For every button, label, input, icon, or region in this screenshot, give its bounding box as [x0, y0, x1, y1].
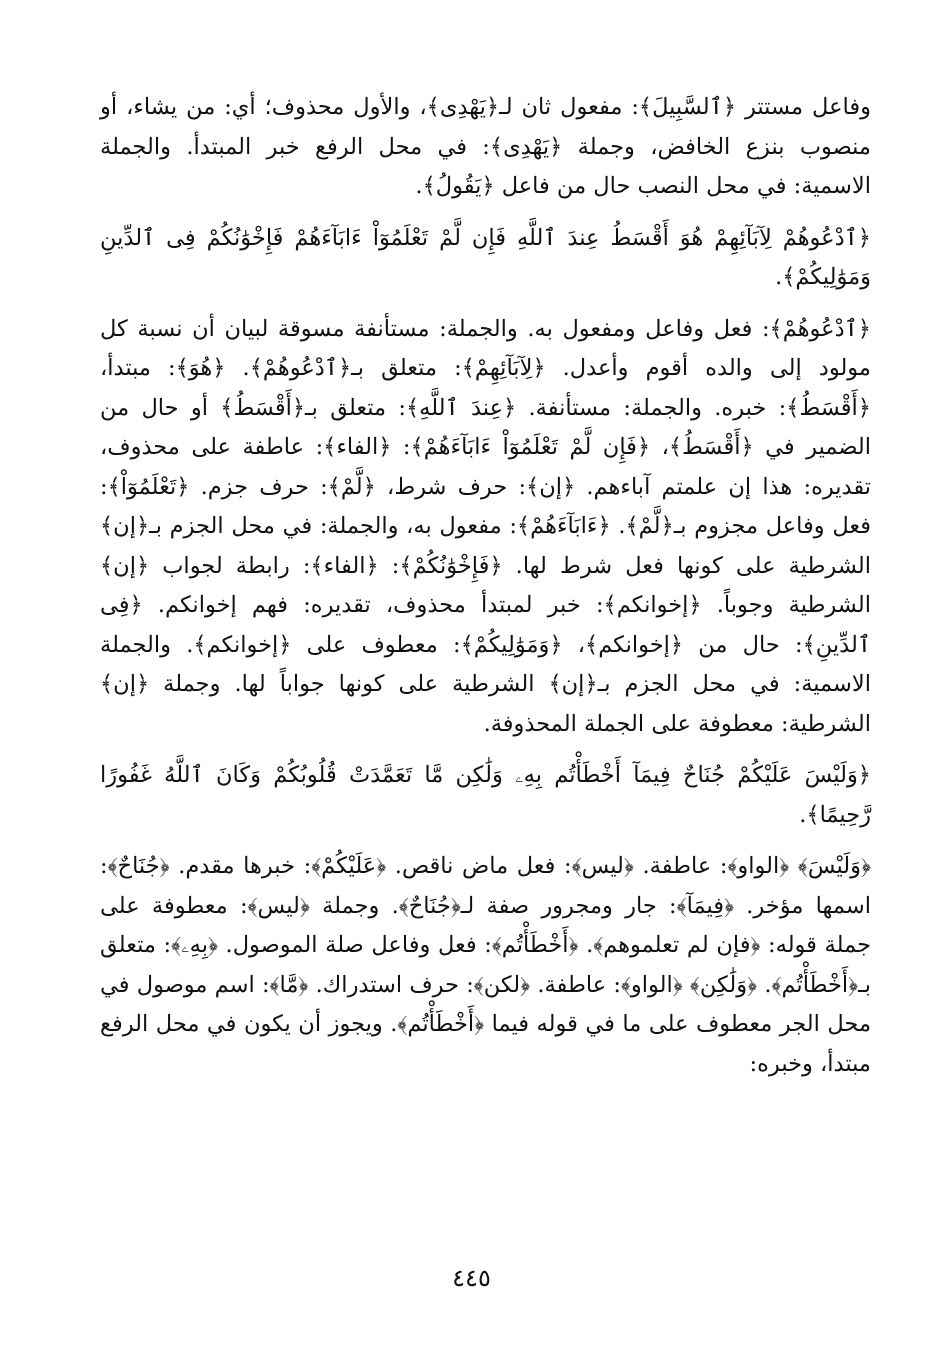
paragraph-2: ﴿ٱدْعُوهُمْ﴾: فعل وفاعل ومفعول به. والجملة: مستأنفة مسوقة لبيان أن نسبة كل مولود إلى والده أقوم وأعدل. ﴿لِآبَآئِهِمْ﴾: متعلق بـ﴿ٱدْعُوهُمْ﴾. ﴿هُوَ﴾: مبتدأ، ﴿أَقْسَطُ﴾: خبره. والجملة: مستأنفة. ﴿عِندَ ٱللَّهِ﴾: متعلق بـ﴿أَقْسَطُ﴾ أو حال من الضمير في ﴿أَقْسَطُ﴾، ﴿فَإِن لَّمْ تَعْلَمُوٓاْ ءَابَآءَهُمْ﴾: ﴿الفاء﴾: عاطفة على محذوف، تقديره: هذا إن علمتم آباءهم. ﴿إن﴾: حرف شرط، ﴿لَّمْ﴾: حرف جزم. ﴿تَعْلَمُوٓاْ﴾: فعل وفاعل مجزوم بـ﴿لَّمْ﴾. ﴿ءَابَآءَهُمْ﴾: مفعول به، والجملة: في محل الجزم بـ﴿إن﴾ الشرطية على كونها فعل شرط لها. ﴿فَإِخْوَٰنُكُمْ﴾: ﴿الفاء﴾: رابطة لجواب ﴿إن﴾ الشرطية وجوباً. ﴿إخوانكم﴾: خبر لمبتدأ محذوف، تقديره: فهم إخوانكم. ﴿فِى ٱلدِّينِ﴾: حال من ﴿إخوانكم﴾، ﴿وَمَوَٰلِيكُمْ﴾: معطوف على ﴿إخوانكم﴾. والجملة الاسمية: في محل الجزم بـ﴿إن﴾ الشرطية على كونها جواباً لها. وجملة ﴿إن﴾ الشرطية: معطوفة على الجملة المحذوفة. — [100, 315, 871, 737]
quran-verse-1: ﴿ٱدْعُوهُمْ لِآبَآئِهِمْ هُوَ أَقْسَطُ عِندَ ٱللَّهِ فَإِن لَّمْ تَعْلَمُوٓاْ ءَابَآءَهُمْ فَإِخْوَٰنُكُمْ فِى ٱلدِّينِ وَمَوَٰلِيكُمْ﴾. — [100, 224, 871, 290]
page-number: ٤٤٥ — [452, 1264, 491, 1292]
quran-verse-2: ﴿وَلَيْسَ عَلَيْكُمْ جُنَاحٌ فِيمَآ أَخْطَأْتُم بِهِۦ وَلَٰكِن مَّا تَعَمَّدَتْ قُلُوبُكُمْ وَكَانَ ٱللَّهُ غَفُورًا رَّحِيمًا﴾. — [100, 762, 871, 828]
page-text — [100, 88, 871, 1096]
paragraph-1: وفاعل مستتر ﴿ٱلسَّبِيلَ﴾: مفعول ثان لـ﴿يَهْدِى﴾، والأول محذوف؛ أي: من يشاء، أو منصوب بنزع الخافض، وجملة ﴿يَهْدِى﴾: في محل الرفع خبر المبتدأ. والجملة الاسمية: في محل النصب حال من فاعل ﴿يَقُولُ﴾. — [100, 94, 871, 199]
paragraph-3: ﴿وَلَيْسَ﴾ ﴿الواو﴾: عاطفة. ﴿ليس﴾: فعل ماض ناقص. ﴿عَلَيْكُمْ﴾: خبرها مقدم. ﴿جُنَاحٌ﴾: اسمها مؤخر. ﴿فِيمَآ﴾: جار ومجرور صفة لـ﴿جُنَاحٌ﴾. وجملة ﴿ليس﴾: معطوفة على جملة قوله: ﴿فإن لم تعلموهم﴾. ﴿أَخْطَأْتُم﴾: فعل وفاعل صلة الموصول. ﴿بِهِۦ﴾: متعلق بـ﴿أَخْطَأْتُم﴾. ﴿وَلَٰكِن﴾ ﴿الواو﴾: عاطفة. ﴿لكن﴾: حرف استدراك. ﴿مَّا﴾: اسم موصول في محل الجر معطوف على ما في قوله فيما ﴿أَخْطَأْتُم﴾. ويجوز أن يكون في محل الرفع مبتدأ، وخبره: — [100, 853, 871, 1077]
